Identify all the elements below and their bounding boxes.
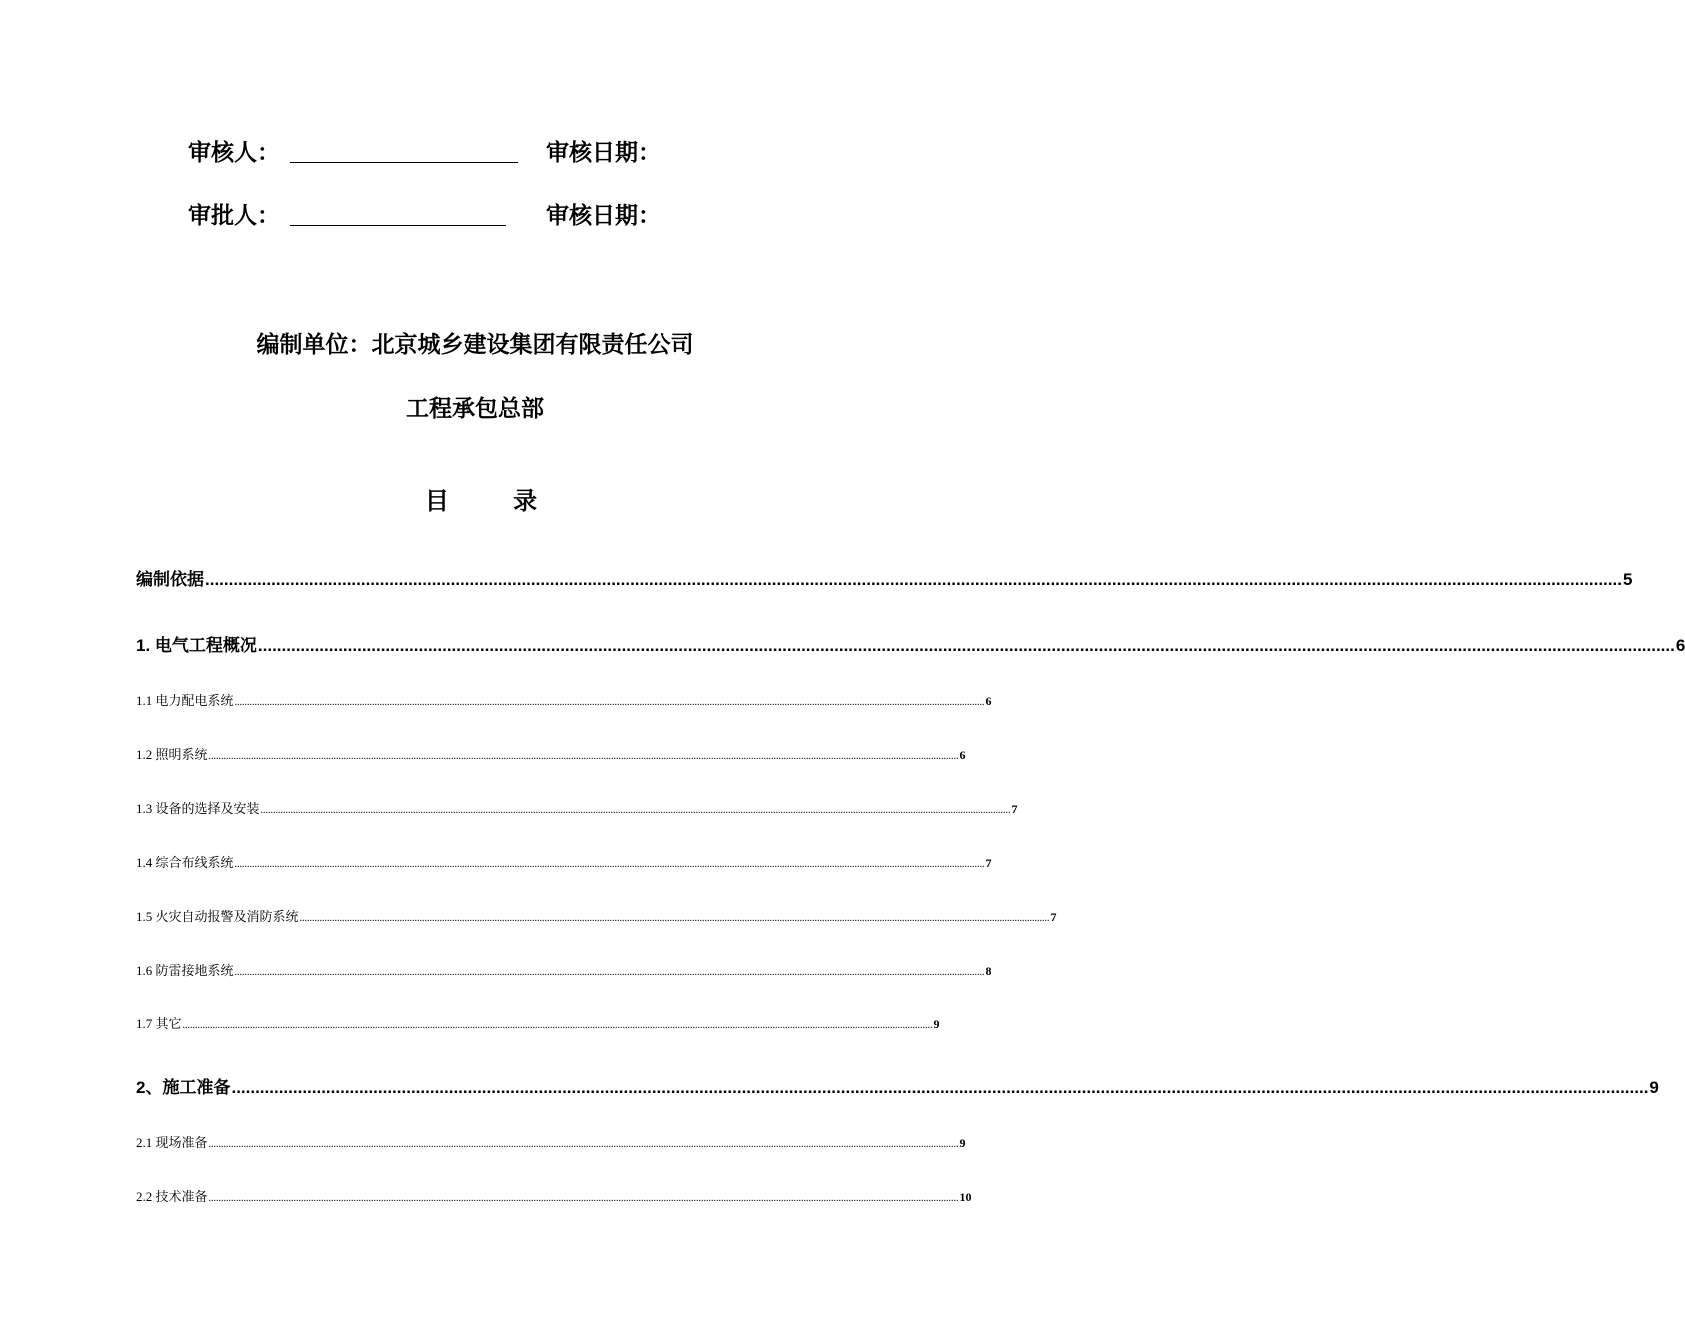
toc-entry[interactable]: [136, 1073, 1659, 1103]
toc-entry-page: 9: [1649, 1078, 1659, 1097]
toc-dot-leader: ............................................................................................................................................................................................................................................................................................................: [208, 751, 959, 762]
toc-entry-label: 2.2 技术准备: [136, 1189, 208, 1204]
compiler-unit: 编制单位：北京城乡建设集团有限责任公司: [256, 332, 694, 358]
toc-dot-leader: ............................................................................................................................................................................................................................................................................................................: [182, 1020, 933, 1031]
toc-entry-label: 1.3 设备的选择及安装: [136, 801, 260, 816]
compiler-department: 工程承包总部: [406, 396, 544, 422]
toc-entry[interactable]: [136, 905, 1057, 929]
toc-entry-label: 编制依据: [136, 570, 204, 589]
toc-entry[interactable]: [136, 565, 1633, 595]
toc-dot-leader: ............................................................................................................................................................................................................................................................................................................: [299, 913, 1050, 924]
toc-entry-page: 6: [959, 748, 966, 762]
toc-entry-page: 6: [1675, 636, 1685, 655]
toc-entry-page: 9: [933, 1017, 940, 1031]
toc-entry-page: 7: [1050, 910, 1057, 924]
toc-entry[interactable]: [136, 631, 1685, 661]
toc-entry-page: 7: [1011, 802, 1018, 816]
toc-entry[interactable]: [136, 743, 966, 767]
toc-entry[interactable]: [136, 1131, 966, 1155]
toc-dot-leader: ............................................................................................................................................................................................................................................................................................................: [234, 967, 985, 978]
toc-entry-page: 9: [959, 1136, 966, 1150]
toc-entry[interactable]: [136, 959, 992, 983]
approver-label: 审批人：: [188, 203, 280, 229]
toc-dot-leader: ............................................................................................................................................................................................................................................................................................................: [205, 570, 1622, 589]
toc-entry-label: 1.4 综合布线系统: [136, 855, 234, 870]
review-date-label: 审核日期：: [546, 140, 661, 166]
toc-entry-label: 2.1 现场准备: [136, 1135, 208, 1150]
toc-entry[interactable]: [136, 851, 992, 875]
toc-entry[interactable]: [136, 689, 992, 713]
toc-entry-label: 1.2 照明系统: [136, 747, 208, 762]
toc-entry-page: 7: [985, 856, 992, 870]
toc-entry-page: 5: [1622, 570, 1633, 589]
toc-dot-leader: ............................................................................................................................................................................................................................................................................................................: [208, 1139, 959, 1150]
toc-entry[interactable]: [136, 797, 1018, 821]
toc-entry-page: 6: [985, 694, 992, 708]
toc-entry-page: 8: [985, 964, 992, 978]
toc-entry-label: 1.6 防雷接地系统: [136, 963, 234, 978]
approver-row: [0, 196, 950, 236]
approval-date-label: 审核日期：: [546, 203, 661, 229]
reviewer-label: 审核人：: [188, 140, 280, 166]
toc-entry-label: 1.5 火灾自动报警及消防系统: [136, 909, 299, 924]
toc-dot-leader: ............................................................................................................................................................................................................................................................................................................: [231, 1078, 1649, 1097]
toc-entry-label: 2、施工准备: [136, 1078, 231, 1097]
toc-dot-leader: ............................................................................................................................................................................................................................................................................................................: [257, 636, 1675, 655]
toc-entry-label: 1. 电气工程概况: [136, 636, 257, 655]
approver-signature-line: [290, 225, 506, 226]
toc-entry-label: 1.7 其它: [136, 1016, 182, 1031]
toc-dot-leader: ............................................................................................................................................................................................................................................................................................................: [260, 805, 1011, 816]
toc-entry[interactable]: [136, 1185, 972, 1209]
toc-dot-leader: ............................................................................................................................................................................................................................................................................................................: [234, 697, 985, 708]
toc-dot-leader: ............................................................................................................................................................................................................................................................................................................: [208, 1193, 959, 1204]
toc-entry-label: 1.1 电力配电系统: [136, 693, 234, 708]
toc-dot-leader: ............................................................................................................................................................................................................................................................................................................: [234, 859, 985, 870]
toc-title: 目 录: [424, 487, 566, 515]
reviewer-row: [0, 133, 950, 173]
reviewer-signature-line: [290, 162, 518, 163]
toc-entry-page: 10: [959, 1190, 972, 1204]
toc-entry[interactable]: [136, 1012, 940, 1036]
